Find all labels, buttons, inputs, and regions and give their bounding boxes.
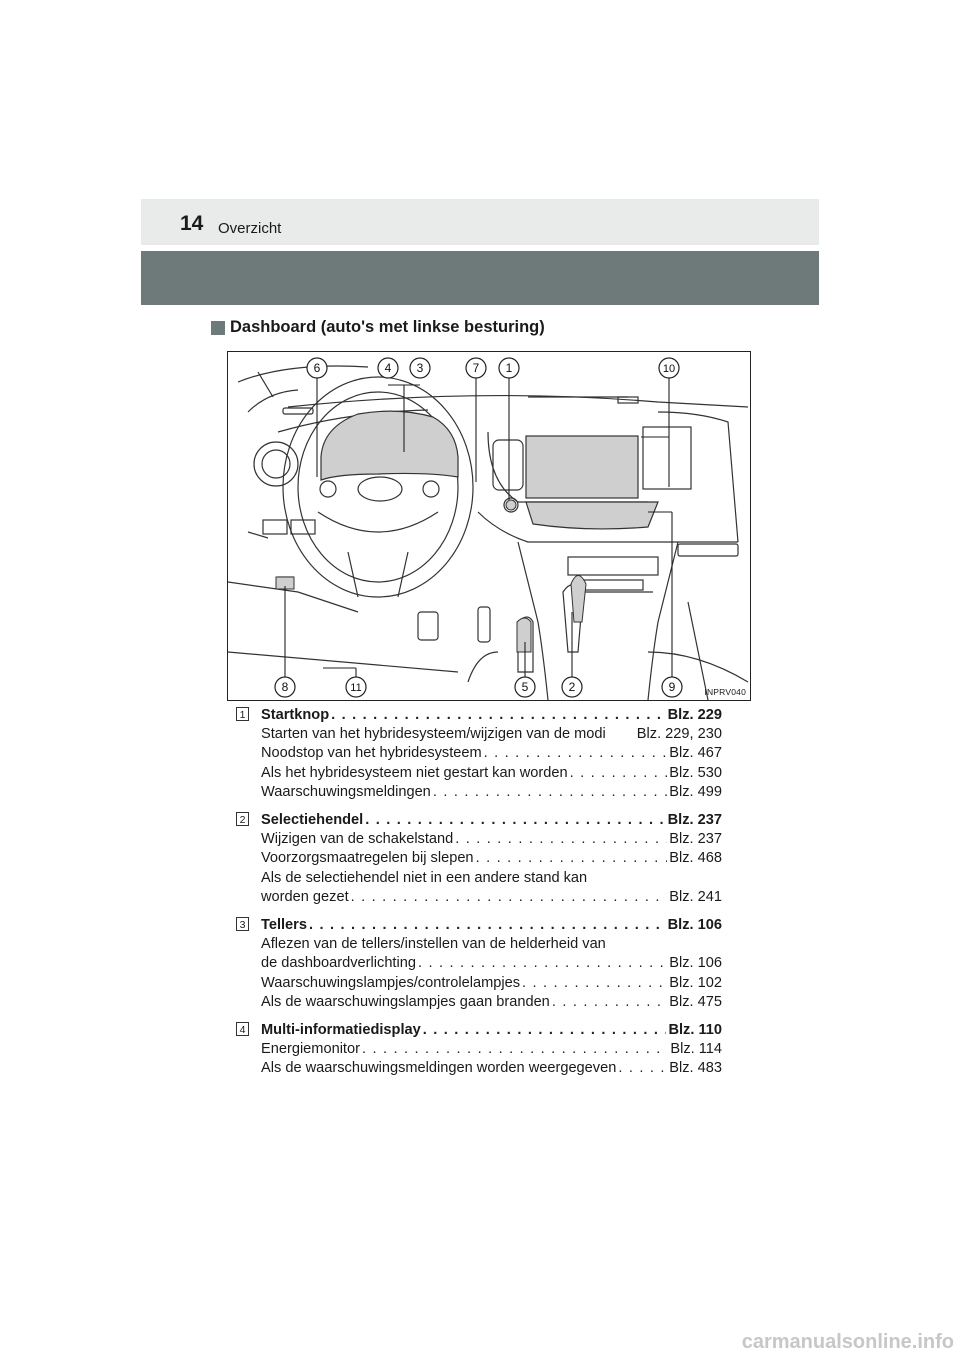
dashboard-drawing	[228, 352, 750, 700]
dot-leader	[418, 954, 667, 973]
section-heading	[211, 318, 545, 337]
entry-title-line	[261, 916, 722, 935]
callout-6-label: 6	[313, 361, 321, 375]
entry-selectiehendel	[236, 811, 722, 907]
entry-item	[261, 935, 722, 954]
dot-leader	[365, 811, 665, 830]
dot-leader	[484, 744, 668, 763]
entry-item	[261, 849, 722, 868]
item-page: Blz. 106	[669, 955, 722, 972]
item-label: Wijzigen van de schakelstand	[261, 831, 454, 848]
footer-watermark[interactable]: carmanualsonline.info	[741, 1331, 954, 1353]
section-band	[141, 251, 819, 305]
item-label: Waarschuwingsmeldingen	[261, 783, 431, 800]
callout-2	[562, 677, 582, 697]
dot-leader	[522, 974, 667, 993]
callout-11	[346, 677, 366, 697]
item-label: de dashboardverlichting	[261, 955, 416, 972]
item-page: Blz. 102	[669, 974, 722, 991]
item-label: Als het hybridesysteem niet gestart kan worden	[261, 764, 568, 781]
entry-tellers	[236, 916, 722, 1012]
entry-number-badge: 4	[236, 1022, 249, 1036]
entry-number-badge: 1	[236, 707, 249, 721]
entry-title: Multi-informatiedisplay	[261, 1022, 421, 1039]
dot-leader	[362, 1040, 668, 1059]
callout-1-label: 1	[505, 361, 513, 375]
item-page: Blz. 475	[669, 993, 722, 1010]
callout-4	[378, 358, 398, 378]
callout-3	[410, 358, 430, 378]
entry-title: Selectiehendel	[261, 812, 364, 829]
dot-leader	[351, 888, 668, 907]
entry-multi-informatiedisplay	[236, 1021, 722, 1079]
item-label: Noodstop van het hybridesysteem	[261, 745, 482, 762]
item-page: Blz. 483	[669, 1060, 722, 1077]
item-page: Blz. 114	[670, 1041, 722, 1058]
dashboard-illustration	[227, 351, 751, 701]
callout-8	[275, 677, 295, 697]
entry-item	[261, 1059, 722, 1078]
dot-leader	[552, 993, 667, 1012]
item-page: Blz. 237	[669, 831, 722, 848]
entry-item	[261, 869, 722, 888]
entry-item	[261, 974, 722, 993]
callout-11-label: 11	[350, 682, 362, 694]
entry-page: Blz. 229	[667, 707, 722, 723]
entry-page: Blz. 237	[667, 812, 722, 829]
callout-9	[662, 677, 682, 697]
entry-title-line	[261, 706, 722, 725]
item-label: Als de waarschuwingsmeldingen worden weergegeven	[261, 1060, 617, 1077]
entry-list	[236, 706, 722, 1088]
section-heading-text: Dashboard (auto's met linkse besturing)	[230, 318, 545, 336]
item-page: Blz. 530	[669, 764, 722, 781]
callout-10-label: 10	[662, 363, 676, 375]
item-label: Starten van het hybridesysteem/wijzigen van de modi	[261, 726, 606, 743]
item-page: Blz. 229, 230	[636, 726, 722, 743]
item-label: Waarschuwingslampjes/controlelampjes	[261, 974, 521, 991]
item-page: Blz. 499	[669, 783, 722, 800]
callout-6	[307, 358, 327, 378]
item-label: Als de waarschuwingslampjes gaan branden	[261, 993, 550, 1010]
dot-leader	[618, 1059, 667, 1078]
item-label: Als de selectiehendel niet in een andere stand kan	[261, 869, 588, 886]
callout-7-label: 7	[472, 361, 480, 375]
entry-page: Blz. 110	[668, 1022, 722, 1039]
item-page: Blz. 468	[669, 850, 722, 867]
entry-item	[261, 1040, 722, 1059]
callout-3-label: 3	[416, 361, 424, 375]
entry-title-line	[261, 1021, 722, 1040]
item-label: worden gezet	[261, 888, 349, 905]
item-label: Aflezen van de tellers/instellen van de helderheid van	[261, 936, 606, 953]
entry-item	[261, 744, 722, 763]
entry-title: Tellers	[261, 917, 307, 934]
callout-5	[515, 677, 535, 697]
callout-2-label: 2	[568, 680, 576, 694]
callout-7	[466, 358, 486, 378]
entry-item	[261, 830, 722, 849]
heading-square-icon	[211, 321, 225, 335]
dot-leader	[570, 764, 668, 783]
callout-4-label: 4	[384, 361, 392, 375]
dot-leader	[433, 783, 667, 802]
entry-item	[261, 725, 722, 744]
entry-startknop	[236, 706, 722, 802]
item-label: Energiemonitor	[261, 1041, 360, 1058]
entry-item	[261, 993, 722, 1012]
entry-title-line	[261, 811, 722, 830]
entry-number-badge: 2	[236, 812, 249, 826]
callout-9-label: 9	[668, 680, 676, 694]
entry-item	[261, 764, 722, 783]
entry-item	[261, 783, 722, 802]
dot-leader	[476, 849, 668, 868]
dot-leader	[455, 830, 667, 849]
entry-item	[261, 888, 722, 907]
figure-code: INPRV040	[704, 687, 746, 697]
entry-title: Startknop	[261, 707, 330, 723]
callout-1	[499, 358, 519, 378]
dot-leader	[423, 1021, 667, 1040]
callout-8-label: 8	[281, 680, 289, 694]
dot-leader	[309, 916, 666, 935]
entry-number-badge: 3	[236, 917, 249, 931]
item-page: Blz. 467	[669, 745, 722, 762]
entry-page: Blz. 106	[667, 917, 722, 934]
item-label: Voorzorgsmaatregelen bij slepen	[261, 850, 474, 867]
dot-leader	[331, 706, 666, 725]
callout-10	[659, 358, 679, 378]
callout-5-label: 5	[521, 680, 529, 694]
chapter-title: Overzicht	[218, 220, 282, 237]
item-page: Blz. 241	[669, 888, 722, 905]
entry-item	[261, 954, 722, 973]
page-number: 14	[180, 212, 204, 235]
